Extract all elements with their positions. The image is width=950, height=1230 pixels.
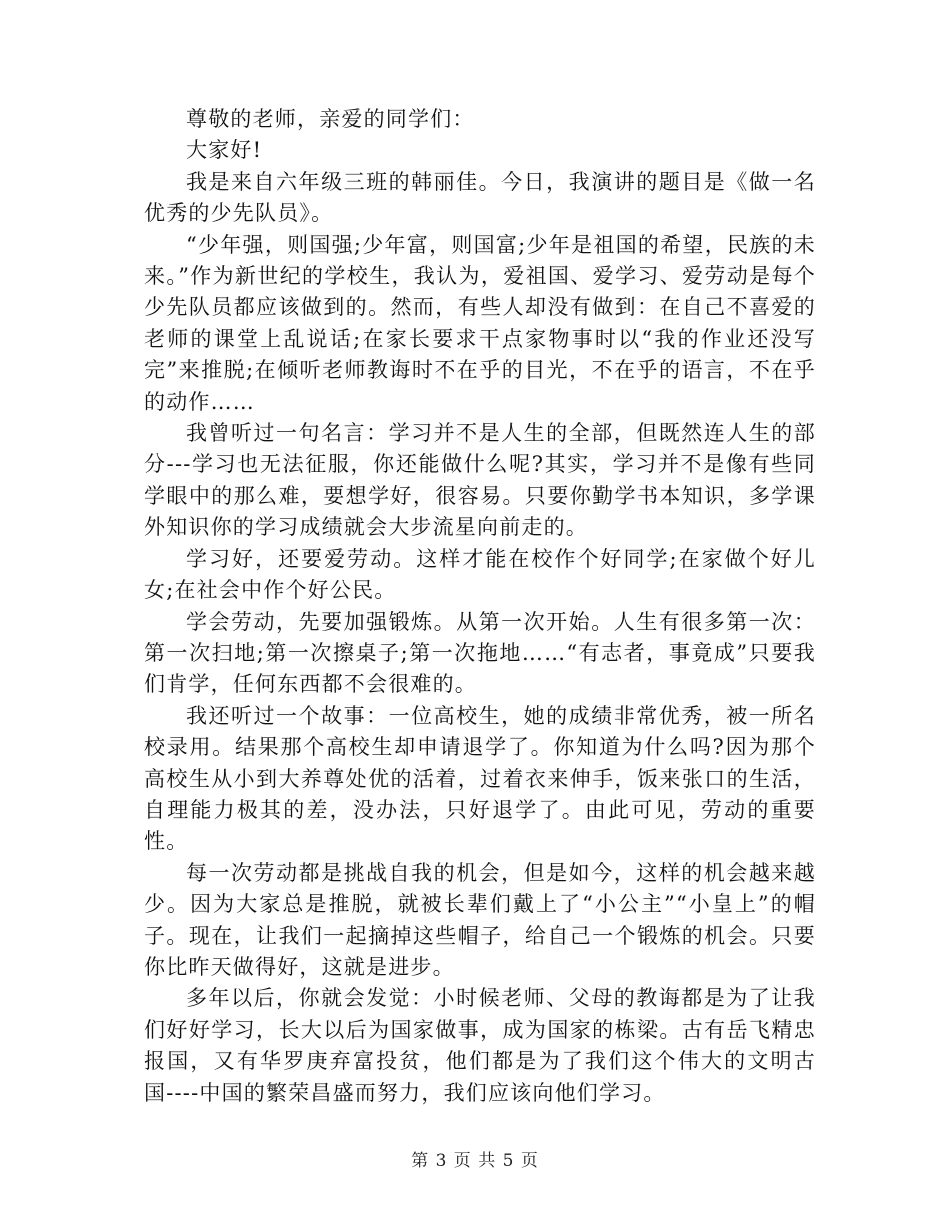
paragraph-conclusion: 多年以后，你就会发觉：小时候老师、父母的教诲都是为了让我们好好学习，长大以后为国家做事，成为国家的栋梁。古有岳飞精忠报国，又有华罗庚弃富投贫，他们都是为了我们这个伟大的文明古国----中国的繁荣昌盛而努力，我们应该向他们学习。 [144,986,816,1105]
paragraph-quote: “少年强，则国强;少年富，则国富;少年是祖国的希望，民族的未来。”作为新世纪的学校生，我认为，爱祖国、爱学习、爱劳动是每个少先队员都应该做到的。然而，有些人却没有做到：在自己不喜爱的老师的课堂上乱说话;在家长要求干点家物事时以“我的作业还没写完”来推脱;在倾听老师教诲时不在乎的目光，不在乎的语言，不在乎的动作…… [144,232,816,414]
document-body [144,104,816,1109]
salutation: 尊敬的老师，亲爱的同学们： [186,107,475,131]
paragraph-labor: 学习好，还要爱劳动。这样才能在校作个好同学;在家做个好儿女;在社会中作个好公民。 [144,546,816,603]
paragraph-study: 我曾听过一句名言：学习并不是人生的全部，但既然连人生的部分---学习也无法征服，你还能做什么呢?其实，学习并不是像有些同学眼中的那么难，要想学好，很容易。只要你勤学书本知识，多学课外知识你的学习成绩就会大步流星向前走的。 [144,421,816,540]
paragraph-intro: 我是来自六年级三班的韩丽佳。今日，我演讲的题目是《做一名优秀的少先队员》。 [144,169,816,226]
paragraph-challenge: 每一次劳动都是挑战自我的机会，但是如今，这样的机会越来越少。因为大家总是推脱，就被长辈们戴上了“小公主”“小皇上”的帽子。现在，让我们一起摘掉这些帽子，给自己一个锻炼的机会。只要你比昨天做得好，这就是进步。 [144,860,816,979]
paragraph-practice: 学会劳动，先要加强锻炼。从第一次开始。人生有很多第一次：第一次扫地;第一次擦桌子;第一次拖地……“有志者，事竟成”只要我们肯学，任何东西都不会很难的。 [144,609,816,697]
paragraph-story: 我还听过一个故事：一位高校生，她的成绩非常优秀，被一所名校录用。结果那个高校生却申请退学了。你知道为什么吗?因为那个高校生从小到大养尊处优的活着，过着衣来伸手，饭来张口的生活，自理能力极其的差，没办法，只好退学了。由此可见，劳动的重要性。 [144,703,816,854]
greeting: 大家好! [186,138,263,163]
page-number-footer: 第 3 页 共 5 页 [411,1151,539,1171]
